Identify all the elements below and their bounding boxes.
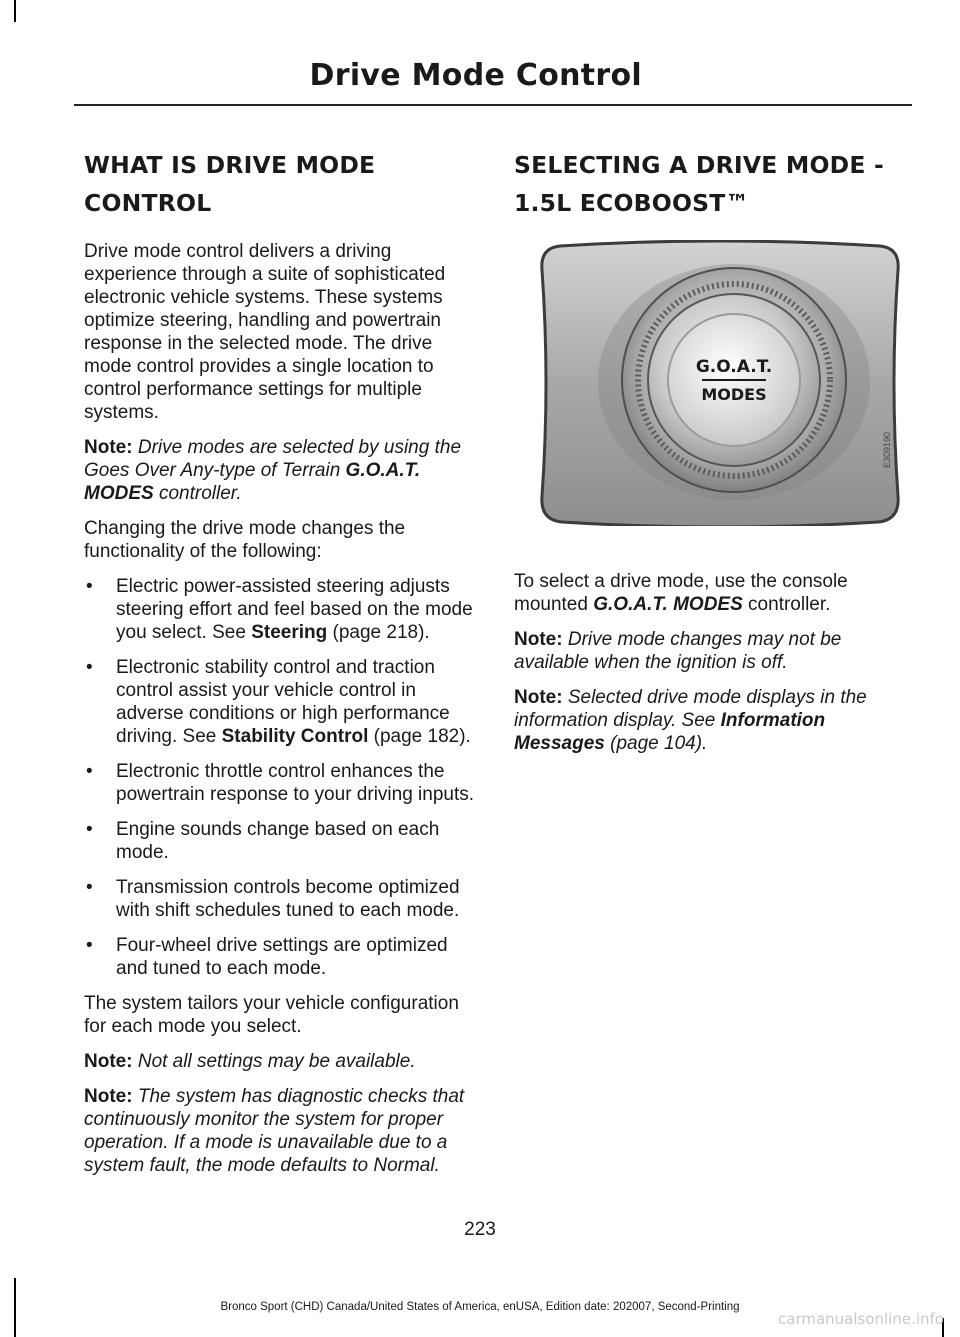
note-ignition: Note: Drive mode changes may not be available when the ignition is off. [514, 629, 842, 673]
bullet-icon: • [86, 576, 93, 597]
bullet-icon: • [86, 761, 93, 782]
crop-mark-top-left [14, 0, 16, 22]
note-label: Note: [84, 1086, 133, 1107]
list-item: • Engine sounds change based on each mode. [86, 819, 440, 863]
list-item: • Transmission controls become optimized with shift schedules tuned to each mode. [86, 877, 460, 921]
section-heading-selecting: SELECTING A DRIVE MODE - 1.5L ECOBOOST™ [514, 151, 884, 217]
steering-link[interactable]: Steering [251, 622, 328, 643]
goat-modes-term: G.O.A.T. MODES [84, 460, 421, 504]
modes-label: MODES [701, 385, 767, 404]
note-display: Note: Selected drive mode displays in the information display. See Information Messages (page 104). [514, 687, 867, 754]
information-messages-link[interactable]: Information Messages [514, 710, 826, 754]
section-heading-what-is: WHAT IS DRIVE MODE CONTROL [84, 151, 376, 217]
footer-edition: Bronco Sport (CHD) Canada/United States of America, enUSA, Edition date: 202007, Second-Printing [220, 1301, 740, 1313]
note-label: Note: [84, 437, 133, 458]
note-diagnostics: Note: The system has diagnostic checks that continuously monitor the system for proper operation. If a mode is unavailable due to a system fault, the mode defaults to Normal. [84, 1086, 465, 1176]
watermark: carmanualsonline.info [778, 1310, 944, 1328]
list-item: • Electronic throttle control enhances the powertrain response to your driving inputs. [86, 761, 475, 805]
changing-paragraph: Changing the drive mode changes the functionality of the following: [84, 518, 406, 562]
page-number: 223 [464, 1219, 496, 1240]
page-title: Drive Mode Control [309, 58, 642, 93]
note-label: Note: [84, 1051, 133, 1072]
right-column [514, 146, 908, 767]
note-label: Note: [514, 687, 563, 708]
note-goat-modes: Note: Drive modes are selected by using the Goes Over Any-type of Terrain G.O.A.T. MODES controller. [84, 437, 462, 504]
figure-code: E309190 [882, 431, 892, 469]
list-item: • Electric power-assisted steering adjusts steering effort and feel based on the mode you select. See Steering (page 218). [86, 576, 473, 643]
goat-label: G.O.A.T. [695, 357, 773, 377]
goat-modes-term: G.O.A.T. MODES [593, 594, 743, 615]
bullet-icon: • [86, 935, 93, 956]
left-column [84, 146, 478, 1189]
functionality-list [84, 575, 478, 980]
note-label: Note: [514, 629, 563, 650]
tailors-paragraph: The system tailors your vehicle configuration for each mode you select. [84, 993, 459, 1037]
select-paragraph: To select a drive mode, use the console mounted G.O.A.T. MODES controller. [514, 571, 848, 615]
list-item: • Electronic stability control and traction control assist your vehicle control in adverse conditions or high performance driving. See Stability Control (page 182). [86, 657, 471, 747]
goat-modes-controller-illustration [538, 240, 902, 526]
bullet-icon: • [86, 657, 93, 678]
bullet-icon: • [86, 819, 93, 840]
list-item: • Four-wheel drive settings are optimized and tuned to each mode. [86, 935, 448, 979]
header-divider [74, 104, 912, 106]
note-settings: Note: Not all settings may be available. [84, 1051, 416, 1072]
stability-control-link[interactable]: Stability Control [221, 726, 369, 747]
bullet-icon: • [86, 877, 93, 898]
intro-paragraph: Drive mode control delivers a driving experience through a suite of sophisticated electronic vehicle systems. These systems optimize steering, handling and powertrain response in the selected mode. The drive mode control provides a single location to control performance settings for multiple systems. [84, 241, 446, 423]
